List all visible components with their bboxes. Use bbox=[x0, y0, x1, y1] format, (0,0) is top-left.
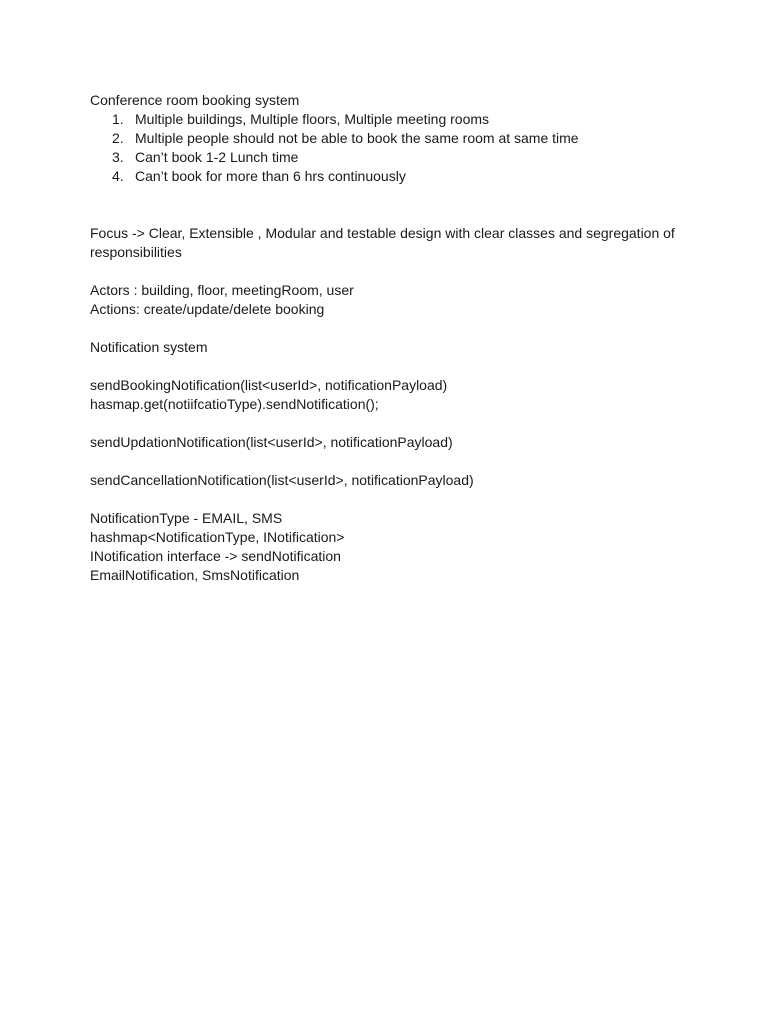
hashmap-get-line: hasmap.get(notiifcatioType).sendNotification(); bbox=[90, 396, 379, 412]
list-item bbox=[90, 129, 690, 148]
focus-paragraph: Focus -> Clear, Extensible , Modular and testable design with clear classes and segregation of responsibilities bbox=[90, 225, 675, 260]
interface-line: INotification interface -> sendNotification bbox=[90, 548, 341, 564]
send-booking-line: sendBookingNotification(list<userId>, notificationPayload) bbox=[90, 377, 448, 393]
list-item-text: Multiple buildings, Multiple floors, Multiple meeting rooms bbox=[135, 111, 490, 127]
list-item-text: Multiple people should not be able to book the same room at same time bbox=[135, 130, 579, 146]
send-updation-line: sendUpdationNotification(list<userId>, notificationPayload) bbox=[90, 434, 453, 450]
list-item-text: Can’t book for more than 6 hrs continuously bbox=[135, 168, 406, 184]
document-title: Conference room booking system bbox=[90, 92, 300, 108]
list-item-number: 1. bbox=[112, 111, 124, 127]
list-item-number: 2. bbox=[112, 130, 124, 146]
list-item-number: 3. bbox=[112, 149, 124, 165]
list-item-number: 4. bbox=[112, 168, 124, 184]
implementations-line: EmailNotification, SmsNotification bbox=[90, 567, 300, 583]
list-item bbox=[90, 110, 690, 129]
notification-heading: Notification system bbox=[90, 339, 208, 355]
notification-type-line: NotificationType - EMAIL, SMS bbox=[90, 510, 283, 526]
list-item bbox=[90, 148, 690, 167]
spacer bbox=[90, 357, 690, 376]
spacer bbox=[90, 490, 690, 509]
list-item bbox=[90, 167, 690, 186]
spacer bbox=[90, 319, 690, 338]
hashmap-decl-line: hashmap<NotificationType, INotification> bbox=[90, 529, 345, 545]
send-cancellation-line: sendCancellationNotification(list<userId>, notificationPayload) bbox=[90, 472, 474, 488]
spacer bbox=[90, 186, 690, 224]
spacer bbox=[90, 262, 690, 281]
actions-line: Actions: create/update/delete booking bbox=[90, 301, 325, 317]
spacer bbox=[90, 452, 690, 471]
list-item-text: Can’t book 1-2 Lunch time bbox=[135, 149, 299, 165]
requirements-list bbox=[90, 110, 690, 186]
actors-line: Actors : building, floor, meetingRoom, user bbox=[90, 282, 354, 298]
document-page bbox=[90, 91, 690, 585]
spacer bbox=[90, 414, 690, 433]
